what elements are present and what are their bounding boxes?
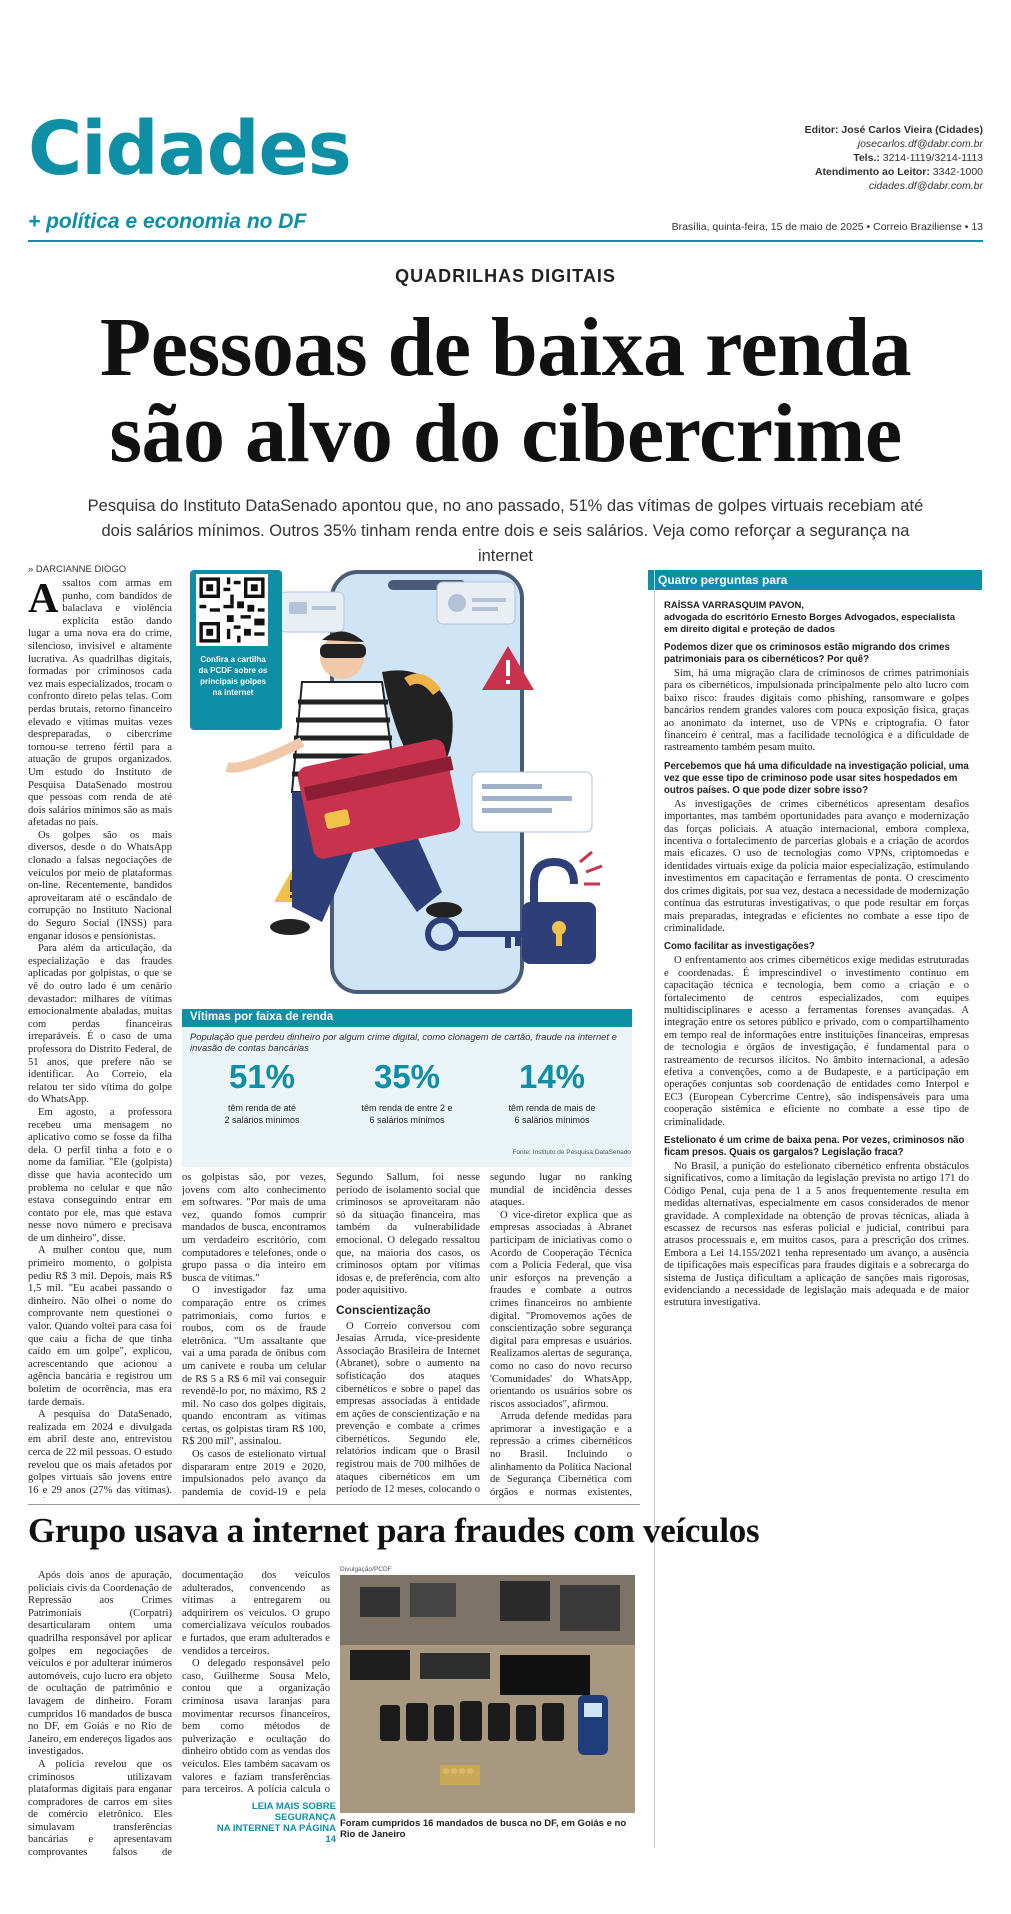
editor-name: José Carlos Vieira (Cidades) [841,124,983,136]
qr-code[interactable] [196,574,268,646]
byline: » DARCIANNE DIOGO [28,564,127,575]
paragraph: O investigador faz uma comparação entre os crimes patrimoniais, como furtos e roubos, com os de fraude eletrônica. "Um assaltante que vai a uma parada de ônibus com um canivete e rouba um celular de R$ 5 a R$ 6 mil vai conseguir revendê-lo por, no máximo, R$ 2 mil. No caso dos golpes digitais, quando encontram as vítimas certas, os golpistas tiram R$ 100, R$ 200 mil", assinalou. [182,1285,326,1448]
paragraph: A mulher contou que, num primeiro momento, o golpista pediu R$ 3 mil. Depois, mais R$ 1,5 mil. "Eu acabei passando o dinheiro. Não olhei o nome do comprovante nem questionei o valor. Quando voltei para casa foi que caiu a ficha de que tinha caído em um golpe", explicou, acrescentando que acionou a agência bancária e registrou um boletim de ocorrência, mas era tarde demais. [28,1245,172,1408]
stat-item [482,1058,622,1126]
stat-item [192,1058,332,1126]
paragraph: segundo lugar no ranking mundial de incidência desses ataques. [490,1172,632,1209]
paragraph: Arruda defende medidas para aprimorar a investigação e a repressão a crimes cibernéticos no Brasil. Incluindo o alinhamento da Política Nacional de Segurança Cibernética com órgãos e normas existentes, [490,1411,632,1498]
paragraph: O vice-diretor explica que as empresas associadas à Abranet participam de iniciativas como o Acordo de Cooperação Técnica com a Polícia Federal, que visa unir esforços na prevenção a fraudes e combate a outros crimes financeiros no ambiente digital. "Promovemos ações de conscientização sobre segurança digital para empresas e usuários. Realizamos alertas de segurança, como no caso do novo recurso 'Comunidades' do WhatsApp, orientando os usuários sobre os riscos associados", afirmou. [490,1209,632,1410]
dropcap: A [28,578,59,622]
paragraph: O delegado responsável pelo caso, Guilherme Sousa Melo, contou que a organização criminosa usava laranjas para movimentar recursos financeiros, bem como métodos de pulverização e ocultação do dinheiro obtido com as vendas dos veículos. Eles também sacavam os valores e faziam transferências para terceiros. A polícia calcula o [182,1658,330,1796]
question: Estelionato é um crime de baixa pena. Por vezes, criminosos não ficam presos. Quais os gargalos? Legislação fraca? [664,1135,965,1158]
paragraph: documentação dos veículos adulterados, convencendo as vítimas a entregarem ou adquirirem os veículos. O grupo comercializava veículos roubados e furtados, que eram adulterados e vendidos a terceiros. [182,1570,330,1657]
column-divider [654,570,655,1848]
phone-label: Tels.: [853,152,880,164]
qr-caption: Confira a cartilha da PCDF sobre os principais golpes na internet [198,655,268,697]
photo-caption: Foram cumpridos 16 mandados de busca no DF, em Goiás e no Rio de Janeiro [340,1818,627,1840]
section-logo: Cidades [28,106,351,192]
story-divider [28,1504,640,1505]
stat-value: 35% [373,1058,441,1095]
story2-headline: Grupo usava a internet para fraudes com veículos [28,1511,760,1550]
editor-info [805,123,983,193]
seized-items-photo [340,1575,635,1813]
paragraph: O Correio conversou com Jesaias Arruda, vice-presidente Associação Brasileira de Internet (Abranet), sobre o aumento na sofisticação dos ataques cibernéticos e sobre o papel das empresas associadas à entidade em ações de conscientização e na prevenção e combate a crimes cibernéticos. Segundo ele, relatórios indicam que o Brasil registrou mais de 700 milhões de ataques cibernéticos em um período de 12 meses, colocando o [336,1320,480,1496]
stat-value: 14% [518,1058,586,1095]
deck: Pesquisa do Instituto DataSenado apontou que, no ano passado, 51% das vítimas de golpes virtuais recebiam até dois salários mínimos. Outros 35% tinham renda entre dois e seis salários. Veja como reforçar a segurança na internet [87,497,924,565]
stat-label: têm renda de entre 2 e 6 salários mínimos [361,1103,453,1125]
more-link-line: NA INTERNET NA PÁGINA 14 [216,1823,336,1845]
stats-source: Fonte: Instituto de Pesquisa DataSenado [512,1149,631,1156]
story2-column-2 [182,1570,330,1796]
question: Como facilitar as investigações? [664,941,815,953]
editor-label: Editor: [804,124,839,136]
paragraph: Os golpes são os mais diversos, desde o do WhatsApp clonado a falsas negociações de veículos por meio de plataformas on-line. Recentemente, bandidos aproveitaram até o escândalo de corrupção no Instituto Nacional do Seguro Social (INSS) para enganar idosos e pensionistas. [28,829,172,942]
padlock-icon [522,862,596,964]
article-column-2 [182,1172,326,1498]
stat-item [337,1058,477,1126]
story2-column-1 [28,1570,172,1860]
answer: No Brasil, a punição do estelionato cibernético enfrenta obstáculos significativos, como a limitação da legislação prevista no artigo 171 do Código Penal, cuja pena de 1 a 5 anos frequentemente resulta em medidas alternativas, especialmente em casos considerados de menor gravidade. A complexidade na obtenção de provas técnicas, aliada à escassez de recursos nas esferas policial e judicial, contribui para atrasos processuais e, em muitos casos, para a prescrição dos crimes. Embora a Lei 14.155/2021 tenha representado um avanço, a ausência de tipificações mais específicas para fraudes digitais e a sobrecarga do sistema de Justiça dificultam a aplicação de sanções mais rigorosas, evidenciando a necessidade de legislação mais adequada e de maior estrutura investigativa. [664,1161,969,1309]
more-link[interactable] [208,1801,336,1845]
interview-sidebar [664,600,969,1870]
stat-value: 51% [228,1058,296,1095]
article-column-1 [28,578,172,1498]
headline [0,301,1011,480]
article-column-3 [336,1172,480,1498]
stat-label: têm renda de até 2 salários mínimos [224,1103,300,1125]
paragraph: A pesquisa do DataSenado, realizada em 2024 e divulgada em abril deste ano, entrevistou cerca de 22 mil pessoas. O estudo revelou que os mais afetados por golpes virtuais são jovens entre 16 e 29 anos (27% das vítimas). [28,1409,172,1496]
subhead: Conscientização [336,1302,431,1317]
editor-email[interactable]: josecarlos.df@dabr.com.br [857,138,983,150]
paragraph: Em agosto, a professora recebeu uma mensagem no aplicativo como se fosse da filha dela. O perfil tinha a foto e o nome da familiar. "Ele (golpista) disse que havia acontecido um problema no celular e que não estava conseguindo entrar em contato por ele, mas que estava nesse novo número e precisava de um dinheiro", disse. [28,1106,172,1244]
phones: 3214-1119/3214-1113 [882,152,983,164]
interviewee-name: RAÍSSA VARRASQUIM PAVON, [664,600,805,611]
paragraph: Os casos de estelionato virtual dispararam entre 2019 e 2020, impulsionados pelo avanço da pandemia de covid-19 e pela [182,1449,326,1498]
kicker: QUADRILHAS DIGITAIS [395,266,616,286]
paragraph: Para além da articulação, da especialização e das fraudes aplicadas por golpistas, o que se vê do outro lado é um cenário devastador: milhares de vítimas emocionalmente abaladas, muitas com perdas financeiras irreparáveis. É o caso de uma professora do Distrito Federal, de 51 anos, que prefere não se identificar. Ao Correio, ela relatou ter sido vítima do golpe do WhatsApp. [28,943,172,1106]
paragraph: ssaltos com armas em punho, com bandidos de balaclava e violência explícita estão dando lugar a uma nova era do crime, silencioso, invisível e altamente lucrativa. As quadrilhas digitais, formadas por criminosos cada vez mais especializados, trocam o confronto direto pelas telas. Com perdas brutais, retorno financeiro elevado e vítimas muitas vezes despreparadas, o cibercrime tornou-se terreno fértil para a atuação de grupos organizados. Um estudo do Instituto de Pesquisa DataSenado mostrou que pessoas com renda de até dois salários mínimos são as mais afetadas no país. [28,578,172,829]
question: Percebemos que há uma dificuldade na investigação policial, uma vez que esse tipo de criminoso pode usar sites hospedados em outros países. O que pode dizer sobre isso? [664,760,969,796]
paragraph: Segundo Sallum, foi nesse período de isolamento social que criminosos se aproveitaram não só da situação financeira, mas também da vulnerabilidade emocional. O delegado ressaltou que, na maioria dos casos, os criminosos optam por vítimas idosas e, de preferência, com alto poder aquisitivo. [336,1172,480,1297]
headline-line-2: são alvo do cibercrime [109,387,902,480]
paragraph: A polícia revelou que os criminosos utilizavam plataformas digitais para enganar compradores de carros em sites de comércio eletrônico. Eles simulavam transferências bancárias e apresentavam comprovantes falsos de [28,1758,172,1859]
stats-description: População que perdeu dinheiro por algum crime digital, como clonagem de cartão, fraude na internet e invasão de contas bancárias [190,1031,617,1053]
article-column-4 [490,1172,632,1498]
answer: Sim, há uma migração clara de criminosos de crimes patrimoniais para os cibernéticos, impulsionada principalmente pelo alto lucro com baixo risco: fraudes digitais como phishing, ransomware e golpes bancários rendem grandes valores com pouca exposição física, graças ao anonimato da internet, uso de VPNs e criptografia. O fator financeiro é central, mas a facilidade tecnológica e a dificuldade de rastreamento também pesam muito. [664,668,969,754]
question: Podemos dizer que os criminosos estão migrando dos crimes patrimoniais para os cibernéticos? Por quê? [664,642,950,665]
sidebar-title: Quatro perguntas para [648,570,982,590]
stats-title: Vítimas por faixa de renda [182,1009,632,1027]
paragraph: Após dois anos de apuração, policiais civis da Coordenação de Repressão aos Crimes Patrimoniais (Corpatri) desarticularam ontem uma quadrilha responsável por aplicar golpes em negociações de veículos e por adulterar inúmeros automóveis, cujo lucro era objeto de ocultação de patrimônio e lavagem de dinheiro. Foram cumpridos 16 mandados de busca no DF, em Goiás e no Rio de Janeiro, em endereços ligados aos investigados. [28,1570,172,1758]
section-tagline: + política e economia no DF [28,210,307,233]
interviewee-role: advogada do escritório Ernesto Borges Advogados, especialista em direito digital e proteção de dados [664,612,956,635]
stat-label: têm renda de mais de 6 salários mínimos [508,1103,596,1125]
answer: As investigações de crimes cibernéticos apresentam desafios importantes, mas também oportunidades para avanço e modernização das forças policiais. A atuação internacional, embora complexa, incentiva o fortalecimento de parcerias globais e a criação de acordos mais eficazes. O uso de tecnologias como VPNs, criptomoedas e identidades virtuais exige da polícia maior especialização, estimulando investimentos em capacitação e ferramentas de ponta. O crescimento dos crimes digitais, por sua vez, destaca a necessidade de modernização contínua das estruturas investigativas, o que pode resultar em forças mais preparadas, integradas e eficientes no combate a esse tipo de criminalidade. [664,798,969,934]
answer: O enfrentamento aos crimes cibernéticos exige medidas estruturadas e coordenadas. É imprescindível o investimento contínuo em capacitação técnica e tecnologia, bem como a criação e o fortalecimento de centros especializados, com equipes multidisciplinares e acesso a ferramentas forenses avançadas. A integração entre os setores público e privado, com o compartilhamento em tempo real de informações entre instituições financeiras, empresas de tecnologia e órgãos de investigação, é fundamental para o rastreamento de recursos ilícitos. No âmbito internacional, a adesão efetiva a convenções, como a de Budapeste, e a participação em operações conjuntas sob coordenação de entidades como Interpol e EC3 (European Cybercrime Centre), são indispensáveis para uma cooperação sistêmica e eficiente no combate a esse tipo de criminalidade. [664,955,969,1128]
paragraph: os golpistas são, por vezes, jovens com alto conhecimento em softwares. "Por mais de uma vez, quando fomos cumprir mandados de busca, encontramos um verdadeiro escritório, com computadores e telefones, onde o grupo passa o dia inteiro em busca de vítimas." [182,1172,326,1284]
header-rule [28,240,983,242]
reader-email[interactable]: cidades.df@dabr.com.br [868,180,983,192]
reader-label: Atendimento ao Leitor: [814,166,930,178]
photo-credit: Divulgação/PCDF [340,1566,392,1573]
dateline: Brasília, quinta-feira, 15 de maio de 2025 • Correio Braziliense • 13 [671,221,983,233]
headline-line-1: Pessoas de baixa renda [99,301,912,394]
more-link-line: LEIA MAIS SOBRE SEGURANÇA [251,1801,336,1823]
reader-phone: 3342-1000 [932,166,983,178]
